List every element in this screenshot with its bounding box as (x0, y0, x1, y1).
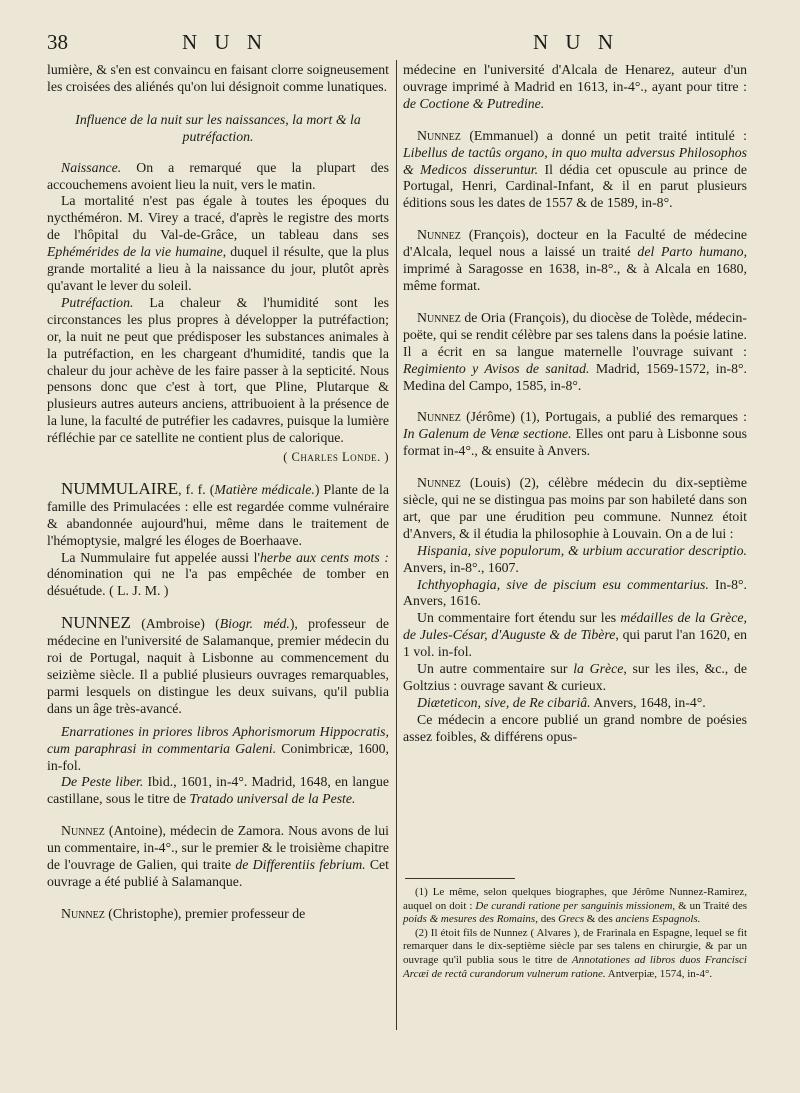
bibliography-item: Hispania, sive populorum, & urbium accuratior descriptio. Anvers, in-8°., 1607. (403, 542, 747, 575)
entry-nunnez-ambroise: NUNNEZ (Ambroise) (Biogr. méd.), professeur de médecine en l'université de Salamanque, premier médecin du roi de Portugal, naquit à Lisbonne au commencement du seizième siècle. Il a publié plusieurs ouvrages remarquables, parmi lesquels on distingue les deux suivans, qu'il publia dans un âge très-avancé. (47, 613, 389, 716)
footnote-rule (405, 878, 515, 879)
column-divider (396, 60, 397, 1030)
page-number: 38 (47, 30, 68, 54)
bibliography-item: De Peste liber. Ibid., 1601, in-4°. Madrid, 1648, en langue castillane, sous le titre de Tratado universal de la Peste. (47, 774, 389, 807)
bibliography-item: Ichthyophagia, sive de piscium esu commentarius. In-8°. Anvers, 1616. (403, 576, 747, 609)
right-running-head: N U N (533, 30, 619, 54)
left-column (47, 62, 389, 923)
paragraph: Naissance. On a remarqué que la plupart des accouchemens avoient lieu la nuit, vers le matin. (47, 159, 389, 192)
subheading: Naissance. (61, 159, 122, 175)
footnote-2: (2) Il étoit fils de Nunnez ( Alvares ), de Frarinala en Espagne, lequel se fit remarquer dans le dix-septième siècle par ses talens en chirurgie, & par un ouvrage qu'il publia sous le titre de Annotationes ad libros duos Francisci Arcæi de rectâ curandorum vulnerum ratione. Antverpiæ, 1574, in-4°. (403, 926, 747, 980)
entry-nunnez-christophe: Nunnez (Christophe), premier professeur de (61, 905, 306, 921)
right-column (403, 62, 747, 746)
footnote-1: (1) Le même, selon quelques biographes, que Jérôme Nunnez-Ramirez, auquel on doit : De curandi ratione per sanguinis missionem, & un Traité des poids & mesures des Romains, des Grecs & des anciens Espagnols. (403, 886, 747, 926)
bibliography-item: Un commentaire fort étendu sur les médailles de la Grèce, de Jules-César, d'Auguste & de Tibère, qui parut l'an 1620, en 1 vol. in-fol. (403, 610, 747, 660)
bibliography-item: Un autre commentaire sur la Grèce, sur les iles, &c., de Goltzius : ouvrage savant & curieux. (403, 661, 747, 693)
paragraph: Ce médecin a encore publié un grand nombre de poésies assez foibles, & différens opus- (403, 711, 747, 744)
paragraph: La Nummulaire fut appelée aussi l'herbe aux cents mots : dénomination qui ne l'a pas empêchée de tomber en désuétude. ( L. J. M. ) (47, 549, 389, 599)
paragraph: La mortalité n'est pas égale à toutes les époques du nycthéméron. M. Virey a tracé, d'après le registre des morts de l'hôpital du Val-de-Grâce, un tableau dans ses Ephémérides de la vie humaine, duquel il résulte, que la plus grande mortalité a lieu à la naissance du jour, plutôt après qu'avant le lever du soleil. (47, 193, 389, 293)
subheading: Putréfaction. (61, 294, 134, 310)
author-signature: ( Charles Londe. ) (283, 450, 389, 465)
section-heading: Influence de la nuit sur les naissances, la mort & la putréfaction. (75, 111, 361, 144)
entry-nunnez-emmanuel: Nunnez (Emmanuel) a donné un petit traité intitulé : Libellus de tactûs organo, in quo multa adversus Philosophos & Medicos disseruntur. Il dédia cet opuscule au prince de Portugal, Henri, Cardinal-Infant, & il en parut plusieurs éditions sous les dates de 1557 & de 1589, in-8°. (403, 127, 748, 211)
entry-nunnez-antoine: Nunnez (Antoine), médecin de Zamora. Nous avons de lui un commentaire, in-4°., sur le premier & le troisième chapitre de l'ouvrage de Galien, qui traite de Differentiis febrium. Cet ouvrage a été publié à Salamanque. (47, 823, 390, 889)
paragraph: lumière, & s'en est convaincu en faisant clorre soigneusement les croisées des aliénés qu'on lui désignoit comme lunatiques. (47, 62, 389, 94)
entry-nunnez-louis: Nunnez (Louis) (2), célèbre médecin du dix-septième siècle, qui ne se distingua pas moins par son habileté dans son art, que par une érudition peu commune. Nunnez étoit d'Anvers, & il étudia la philosophie à Louvain. On a de lui : (403, 475, 747, 541)
entry-nunnez-francois: Nunnez (François), docteur en la Faculté de médecine d'Alcala, lequel nous a laissé un traité del Parto humano, imprimé à Saragosse en 1638, in-8°., & à Alcala en 1680, même format. (403, 227, 748, 293)
entry-nunnez-de-oria: Nunnez de Oria (François), du diocèse de Tolède, médecin-poëte, qui se rendit célèbre par ses talens dans la poésie latine. Il a écrit en sa langue maternelle l'ouvrage suivant : Regimiento y Avisos de sanitad. Madrid, 1569-1572, in-8°. Medina del Campo, 1585, in-8°. (403, 309, 747, 393)
entry-nunnez-jerome: Nunnez (Jérôme) (1), Portugais, a publié des remarques : In Galenum de Venæ sectione. Elles ont paru à Lisbonne sous format in-4°., & ensuite à Anvers. (403, 409, 747, 459)
paragraph: médecine en l'université d'Alcala de Henarez, auteur d'un ouvrage imprimé à Madrid en 1613, in-4°., ayant pour titre : de Coctione & Putredine. (403, 62, 747, 111)
paragraph: Putréfaction. La chaleur & l'humidité sont les circonstances les plus propres à développer la putréfaction; or, la nuit ne peut que prédisposer les substances animales à la putréfaction, en les chargeant d'humidité, tandis que la chaleur du jour achève de les faire passer à la septicité. Nous pensons donc que c'est à tort, que Pline, Plutarque & plusieurs autres auteurs anciens, attribuoient à la présence de la lune, la faculté de putréfier les cadavres, puisque la lumière réfléchie par ce satellite ne contient plus de calorique. (47, 294, 389, 446)
footnotes (403, 886, 747, 981)
entry-nummulaire: NUMMULAIRE, f. f. (Matière médicale.) Plante de la famille des Primulacées : elle est regardée comme vulnéraire & abandonnée aujourd'hui, même dans le traitement de l'hémoptysie, malgré les éloges de Boerhaave. (47, 478, 389, 548)
left-running-head: N U N (182, 30, 268, 54)
bibliography-item: Diæteticon, sive, de Re cibariâ. Anvers, 1648, in-4°. (417, 694, 706, 710)
bibliography-item: Enarrationes in priores libros Aphorismorum Hippocratis, cum paraphrasi in commentaria Galeni. Conimbricæ, 1600, in-fol. (47, 723, 389, 773)
